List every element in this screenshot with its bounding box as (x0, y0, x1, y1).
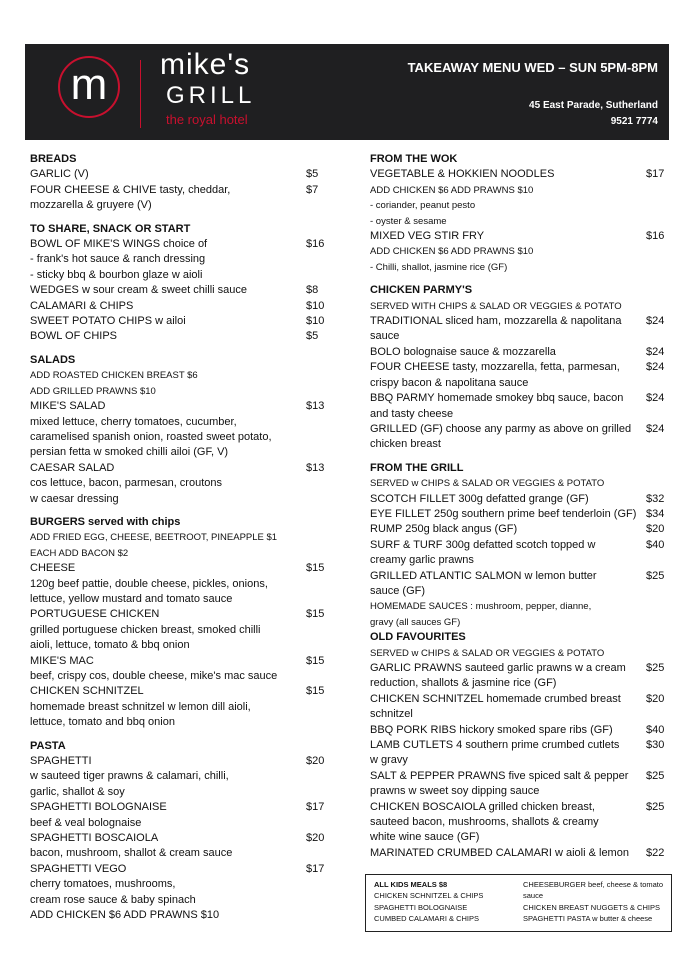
item-text: - Chilli, shallot, jasmine rice (GF) (370, 261, 508, 273)
item-text: SPAGHETTI BOLOGNAISE (30, 801, 167, 814)
menu-line (370, 492, 666, 507)
item-text: WEDGES w sour cream & sweet chilli sauce (30, 284, 248, 297)
menu-line (370, 569, 666, 584)
menu-line (370, 167, 666, 182)
menu-line (30, 252, 330, 267)
item-text: ADD CHICKEN $6 ADD PRAWNS $10 (370, 184, 534, 196)
item-text: bacon, mushroom, shallot & cream sauce (30, 847, 233, 860)
item-text: BBQ PARMY homemade smokey bbq sauce, bacon (370, 392, 624, 405)
menu-line (370, 615, 666, 630)
item-text: lettuce, tomato and bbq onion (30, 716, 175, 729)
item-text: persian fetta w smoked chilli ailoi (GF, V) (30, 446, 229, 459)
menu-line (30, 800, 330, 815)
menu-line (30, 329, 330, 344)
item-text: GRILLED ATLANTIC SALMON w lemon butter (370, 569, 597, 582)
kids-item: SPAGHETTI BOLOGNAISE (374, 903, 468, 912)
item-price: $13 (306, 400, 325, 413)
menu-line (30, 754, 330, 769)
item-text: w caesar dressing (30, 492, 119, 505)
item-text: ADD CHICKEN $6 ADD PRAWNS $10 (370, 246, 534, 258)
item-text: sauce (GF) (370, 584, 426, 597)
item-text: CHICKEN BOSCAIOLA grilled chicken breast, (370, 800, 595, 813)
item-price: $13 (306, 461, 325, 474)
menu-line (30, 877, 330, 892)
item-text: and tasty cheese (370, 407, 454, 420)
item-price: $40 (646, 538, 665, 551)
item-text: EACH ADD BACON $2 (30, 547, 129, 559)
menu-line (30, 669, 330, 684)
item-text: SPAGHETTI VEGO (30, 862, 127, 875)
menu-line (30, 476, 330, 491)
kids-item: CUMBED CALAMARI & CHIPS (374, 914, 480, 923)
kids-meals-box (365, 874, 672, 932)
menu-line (30, 908, 330, 923)
menu-line (370, 738, 666, 753)
item-text: gravy (all sauces GF) (370, 616, 461, 628)
menu-line (370, 229, 666, 244)
menu-line (30, 299, 330, 314)
item-text: CHEESE (30, 562, 76, 575)
section-title: TO SHARE, SNACK OR START (30, 222, 191, 235)
menu-line (370, 692, 666, 707)
item-text: BOWL OF CHIPS (30, 330, 117, 343)
logo-letter: m (70, 60, 108, 109)
item-text: FOUR CHEESE & CHIVE tasty, cheddar, (30, 183, 231, 196)
item-price: $30 (646, 739, 665, 752)
menu-line (30, 461, 330, 476)
section-title: PASTA (30, 739, 66, 752)
item-text: GARLIC (V) (30, 168, 89, 181)
section-title: FROM THE GRILL (370, 461, 464, 474)
menu-line (370, 553, 666, 568)
address: 45 East Parade, Sutherland (529, 100, 658, 111)
section-heading (370, 461, 666, 476)
item-text: ADD GRILLED PRAWNS $10 (30, 385, 156, 397)
item-price: $16 (646, 230, 665, 243)
item-text: CHICKEN SCHNITZEL homemade crumbed breast (370, 692, 621, 705)
menu-line (370, 314, 666, 329)
item-price: $5 (306, 330, 319, 343)
item-price: $16 (306, 238, 325, 251)
menu-line (370, 183, 666, 198)
menu-line (370, 769, 666, 784)
item-text: mixed lettuce, cherry tomatoes, cucumber, (30, 415, 237, 428)
menu-line (30, 415, 330, 430)
menu-line (30, 654, 330, 669)
menu-line (370, 391, 666, 406)
item-text: ADD CHICKEN $6 ADD PRAWNS $10 (30, 909, 220, 922)
brand-name: mike's (160, 48, 251, 81)
item-price: $17 (306, 862, 325, 875)
menu-line (30, 831, 330, 846)
item-text: - sticky bbq & bourbon glaze w aioli (30, 268, 203, 281)
brand-tagline: the royal hotel (166, 112, 248, 127)
menu-title: TAKEAWAY MENU WED – SUN 5PM-8PM (407, 60, 658, 75)
menu-line (30, 846, 330, 861)
section-heading (370, 283, 666, 298)
item-text: TRADITIONAL sliced ham, mozzarella & napolitana (370, 315, 622, 328)
item-price: $22 (646, 846, 665, 859)
menu-line (30, 862, 330, 877)
item-price: $25 (646, 662, 665, 674)
menu-line (30, 492, 330, 507)
section-title: FROM THE WOK (370, 153, 458, 165)
item-text: creamy garlic prawns (370, 554, 474, 567)
item-text: BBQ PORK RIBS hickory smoked spare ribs (GF) (370, 723, 613, 736)
kids-item: SPAGHETTI PASTA w butter & cheese (523, 914, 653, 923)
menu-line (30, 684, 330, 699)
menu-line (30, 715, 330, 730)
menu-line (30, 893, 330, 908)
section-heading (30, 739, 330, 754)
menu-line (30, 623, 330, 638)
item-text: MIKE'S MAC (30, 654, 94, 667)
item-price: $20 (306, 832, 325, 845)
item-text: SURF & TURF 300g defatted scotch topped w (370, 538, 596, 551)
item-text: w gravy (370, 754, 408, 767)
section-heading (370, 152, 666, 167)
menu-line (370, 407, 666, 422)
item-price: $10 (306, 315, 325, 328)
item-text: caramelised spanish onion, roasted sweet potato, (30, 430, 272, 443)
item-text: GARLIC PRAWNS sauteed garlic prawns w a cream (370, 662, 626, 674)
item-price: $24 (646, 422, 665, 435)
right-column (370, 152, 666, 861)
item-text: prawns w sweet soy dipping sauce (370, 785, 540, 798)
phone: 9521 7774 (610, 116, 658, 127)
menu-line (30, 530, 330, 545)
item-price: $8 (306, 284, 319, 297)
item-text: cos lettuce, bacon, parmesan, croutons (30, 477, 222, 490)
item-text: grilled portuguese chicken breast, smoked chilli (30, 623, 261, 636)
item-price: $40 (646, 723, 665, 736)
section-title: SALADS (30, 353, 76, 366)
item-text: SWEET POTATO CHIPS w ailoi (30, 315, 186, 328)
kids-title: ALL KIDS MEALS $8 (374, 880, 448, 889)
section-heading (30, 222, 330, 237)
menu-line (370, 476, 666, 491)
item-text: BOLO bolognaise sauce & mozzarella (370, 345, 556, 358)
menu-line (30, 607, 330, 622)
section-title: BREADS (30, 153, 77, 165)
item-price: $20 (306, 755, 325, 768)
menu-line (370, 422, 666, 437)
item-price: $15 (306, 608, 325, 621)
item-text: - oyster & sesame (370, 215, 447, 227)
menu-line (370, 260, 666, 275)
menu-line (30, 546, 330, 561)
item-price: $20 (646, 523, 665, 536)
menu-line (30, 592, 330, 607)
item-text: beef & veal bolognaise (30, 816, 142, 829)
item-text: - frank's hot sauce & ranch dressing (30, 253, 206, 266)
menu-line (370, 198, 666, 213)
item-price: $17 (306, 801, 325, 814)
item-price: $7 (306, 183, 319, 196)
menu-line (30, 769, 330, 784)
item-text: SALT & PEPPER PRAWNS five spiced salt & pepper (370, 769, 629, 782)
menu-line (30, 183, 330, 198)
item-text: cream rose sauce & baby spinach (30, 893, 196, 906)
item-text: PORTUGUESE CHICKEN (30, 608, 160, 621)
item-price: $15 (306, 685, 325, 698)
logo-divider (140, 60, 141, 128)
menu-line (370, 299, 666, 314)
menu-line (370, 522, 666, 537)
menu-line (370, 244, 666, 259)
menu-line (30, 785, 330, 800)
item-text: GRILLED (GF) choose any parmy as above on grilled (370, 422, 632, 435)
item-text: sauce (370, 330, 400, 343)
section-heading (370, 630, 666, 645)
item-price: $24 (646, 345, 665, 358)
kids-item: CHICKEN SCHNITZEL & CHIPS (374, 891, 484, 900)
menu-line (30, 237, 330, 252)
item-text: MIXED VEG STIR FRY (370, 230, 485, 243)
menu-line (370, 753, 666, 768)
section-title: BURGERS served with chips (30, 515, 181, 528)
menu-line (370, 376, 666, 391)
item-text: - coriander, peanut pesto (370, 200, 476, 212)
item-price: $17 (646, 168, 665, 181)
brand-grill: GRILL (166, 82, 256, 109)
menu-line (30, 700, 330, 715)
item-text: reduction, shallots & jasmine rice (GF) (370, 677, 557, 690)
item-price: $24 (646, 392, 665, 405)
menu-line (30, 430, 330, 445)
item-text: ADD FRIED EGG, CHEESE, BEETROOT, PINEAPPLE $1 (30, 532, 278, 544)
menu-line (370, 784, 666, 799)
section-title: CHICKEN PARMY'S (370, 284, 473, 297)
item-text: EYE FILLET 250g southern prime beef tenderloin (GF) (370, 507, 637, 520)
menu-line (30, 283, 330, 298)
item-text: MARINATED CRUMBED CALAMARI w aioli & lemon (370, 846, 629, 859)
menu-line (370, 723, 666, 738)
item-text: LAMB CUTLETS 4 southern prime crumbed cutlets (370, 739, 620, 752)
item-price: $25 (646, 769, 665, 782)
section-heading (30, 353, 330, 368)
item-text: SCOTCH FILLET 300g defatted grange (GF) (370, 492, 589, 505)
item-text: BOWL OF MIKE'S WINGS choice of (30, 238, 208, 251)
item-text: w sauteed tiger prawns & calamari, chilli, (30, 770, 229, 783)
menu-line (370, 846, 666, 861)
menu-line (370, 538, 666, 553)
item-price: $24 (646, 361, 665, 374)
menu-line (370, 676, 666, 691)
kids-item: CHEESEBURGER beef, cheese & tomato (523, 880, 664, 889)
menu-line (30, 816, 330, 831)
item-text: crispy bacon & napolitana sauce (370, 376, 529, 389)
menu-line (370, 437, 666, 452)
item-price: $32 (646, 492, 665, 505)
kids-item: sauce (523, 891, 544, 900)
menu-line (370, 360, 666, 375)
left-column (30, 152, 330, 924)
menu-line (30, 314, 330, 329)
item-text: FOUR CHEESE tasty, mozzarella, fetta, parmesan, (370, 361, 620, 374)
item-text: VEGETABLE & HOKKIEN NOODLES (370, 168, 555, 181)
menu-line (370, 214, 666, 229)
item-text: CAESAR SALAD (30, 461, 115, 474)
menu-line (30, 638, 330, 653)
menu-line (370, 329, 666, 344)
item-price: $5 (306, 168, 319, 181)
item-price: $15 (306, 562, 325, 575)
menu-line (370, 646, 666, 661)
menu-line (30, 198, 330, 213)
item-text: garlic, shallot & soy (30, 785, 125, 798)
item-text: SERVED w CHIPS & SALAD OR VEGGIES & POTATO (370, 647, 605, 659)
item-price: $34 (646, 507, 665, 520)
item-text: SPAGHETTI BOSCAIOLA (30, 832, 159, 845)
menu-line (370, 815, 666, 830)
menu-line (370, 507, 666, 522)
item-text: SPAGHETTI (30, 755, 92, 768)
menu-line (30, 399, 330, 414)
item-text: SERVED WITH CHIPS & SALAD OR VEGGIES & POTATO (370, 300, 622, 312)
menu-line (30, 368, 330, 383)
item-text: HOMEMADE SAUCES : mushroom, pepper, dianne, (370, 601, 592, 613)
item-text: sauteed bacon, mushrooms, shallots & creamy (370, 816, 599, 829)
item-price: $24 (646, 315, 665, 328)
item-text: aioli, lettuce, tomato & bbq onion (30, 639, 190, 652)
menu-line (30, 445, 330, 460)
item-text: MIKE'S SALAD (30, 400, 106, 413)
item-price: $25 (646, 800, 665, 813)
menu-line (370, 830, 666, 845)
menu-line (370, 584, 666, 599)
menu-line (370, 707, 666, 722)
header-banner (25, 44, 669, 140)
item-text: schnitzel (370, 708, 413, 721)
item-text: beef, crispy cos, double cheese, mike's mac sauce (30, 670, 278, 682)
item-text: white wine sauce (GF) (370, 831, 480, 844)
item-text: RUMP 250g black angus (GF) (370, 523, 518, 536)
menu-line (370, 800, 666, 815)
section-heading (30, 515, 330, 530)
menu-line (370, 661, 666, 676)
item-text: SERVED w CHIPS & SALAD OR VEGGIES & POTATO (370, 478, 605, 490)
item-price: $20 (646, 692, 665, 705)
item-text: homemade breast schnitzel w lemon dill aioli, (30, 700, 251, 713)
item-price: $25 (646, 569, 665, 582)
item-text: chicken breast (370, 438, 441, 451)
menu-line (30, 167, 330, 182)
menu-line (30, 561, 330, 576)
menu-line (30, 577, 330, 592)
item-price: $15 (306, 654, 325, 667)
kids-item: CHICKEN BREAST NUGGETS & CHIPS (523, 903, 660, 912)
item-text: cherry tomatoes, mushrooms, (30, 878, 176, 891)
item-text: ADD ROASTED CHICKEN BREAST $6 (30, 370, 198, 382)
menu-line (370, 599, 666, 614)
item-text: mozzarella & gruyere (V) (30, 199, 152, 212)
menu-line (30, 384, 330, 399)
item-text: CHICKEN SCHNITZEL (30, 685, 144, 698)
section-heading (30, 152, 330, 167)
menu-line (30, 268, 330, 283)
item-text: CALAMARI & CHIPS (30, 299, 134, 312)
menu-line (370, 345, 666, 360)
item-text: lettuce, yellow mustard and tomato sauce (30, 592, 233, 605)
item-text: 120g beef pattie, double cheese, pickles, onions, (30, 577, 268, 590)
section-title: OLD FAVOURITES (370, 631, 466, 644)
item-price: $10 (306, 299, 325, 312)
